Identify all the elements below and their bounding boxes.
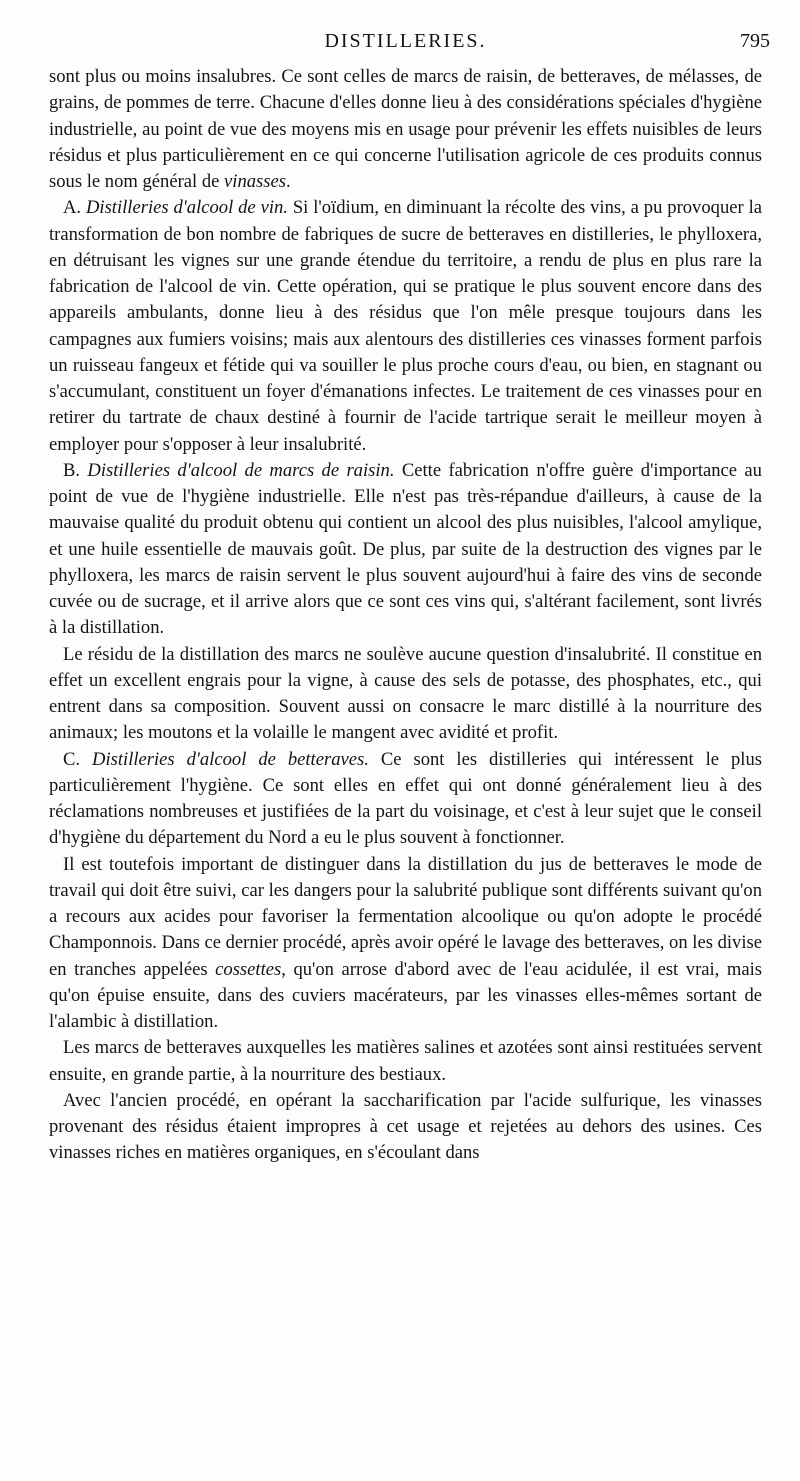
section-a-paragraph: A. Distilleries d'alcool de vin. Si l'oïdium, en diminuant la récolte des vins, a pu provoquer la transformation de bon nombre de fabriques de sucre de betteraves en distilleries, le phylloxera, en détruisant les vignes sur une grande étendue du territoire, a rendu de plus en plus rare la fabrication de l'alcool de vin. Cette opération, qui se pratique le plus souvent encore dans des appareils ambulants, donne lieu à des résidus que l'on mêle presque toujours dans les campagnes aux fumiers voisins; mais aux alentours des distilleries ces vinasses forment parfois un ruisseau fangeux et fétide qui va souiller le plus proche cours d'eau, ou bien, en stagnant ou s'accumulant, constituent un foyer d'émanations infectes. Le traitement de ces vinasses pour en retirer du tartrate de chaux destiné à fournir de l'acide tartrique serait le meilleur moyen à employer pour s'opposer à leur insalubrité. — [49, 197, 762, 455]
paragraph-marcs: Les marcs de betteraves auxquelles les matières salines et azotées sont ainsi restituées servent ensuite, en grande partie, à la nourriture des bestiaux. — [49, 1037, 762, 1085]
section-heading: Distilleries d'alcool de betteraves. — [92, 748, 369, 770]
section-label: A. — [63, 197, 82, 219]
page-header — [49, 24, 770, 64]
section-heading: Distilleries d'alcool de vin. — [85, 197, 288, 219]
paragraph-residu: Le résidu de la distillation des marcs ne soulève aucune question d'insalubrité. Il constitue en effet un excellent engrais pour la vigne, à cause des sels de potasse, des phosphates, etc., qui entrent dans sa composition. Souvent aussi on consacre le marc distillé à la nourriture des animaux; les moutons et la volaille le mangent avec avidité et profit. — [49, 643, 762, 744]
page-number: 795 — [740, 30, 770, 52]
running-title: DISTILLERIES. — [324, 30, 487, 52]
section-c-paragraph: C. Distilleries d'alcool de betteraves. Ce sont les distilleries qui intéressent le plus particulièrement l'hygiène. Ce sont elles en effet qui ont donné généralement lieu à des réclamations nombreuses et justifiées de la part du voisinage, et c'est à leur sujet que le conseil d'hygiène du département du Nord a eu le plus souvent à fonctionner. — [49, 748, 762, 849]
section-b-paragraph: B. Distilleries d'alcool de marcs de raisin. Cette fabrication n'offre guère d'importance au point de vue de l'hygiène industrielle. Elle n'est pas très-répandue d'ailleurs, à cause de la mauvaise qualité du produit obtenu qui contient un alcool des plus nuisibles, l'alcool amylique, et une huile essentielle de mauvais goût. De plus, par suite de la destruction des vignes par le phylloxera, les marcs de raisin servent le plus souvent aujourd'hui à faire des vins de seconde cuvée ou de sucrage, et il arrive alors que ce sont ces vins qui, s'altérant facilement, sont livrés à la distillation. — [49, 459, 762, 639]
section-label: B. — [63, 459, 81, 481]
paragraph-ancien-procede: Avec l'ancien procédé, en opérant la saccharification par l'acide sulfurique, les vinasses provenant des résidus étaient impropres à cet usage et rejetées au dehors des usines. Ces vinasses riches en matières organiques, en s'écoulant dans — [49, 1089, 762, 1164]
paragraph-intro: sont plus ou moins insalubres. Ce sont celles de marcs de raisin, de betteraves, de mélasses, de grains, de pommes de terre. Chacune d'elles donne lieu à des considérations spéciales d'hygiène industrielle, au point de vue des moyens mis en usage pour prévenir les effets nuisibles de leurs résidus et plus particulièrement en ce qui concerne l'utilisation agricole de ces produits connus sous le nom général de vinasses. — [49, 66, 762, 192]
section-heading: Distilleries d'alcool de marcs de raisin. — [87, 459, 395, 481]
paragraph-procede: Il est toutefois important de distinguer dans la distillation du jus de betteraves le mode de travail qui doit être suivi, car les dangers pour la salubrité publique sont différents suivant qu'on a recours aux acides pour favoriser la fermentation alcoolique ou qu'on adopte le procédé Champonnois. Dans ce dernier procédé, après avoir opéré le lavage des betteraves, on les divise en tranches appelées cossettes, qu'on arrose d'abord avec de l'eau acidulée, il est vrai, mais qu'on épuise ensuite, dans des cuviers macérateurs, par les vinasses elles-mêmes sortant de l'alambic à distillation. — [49, 853, 763, 1032]
section-label: C. — [63, 748, 81, 770]
body-text — [49, 64, 762, 1167]
